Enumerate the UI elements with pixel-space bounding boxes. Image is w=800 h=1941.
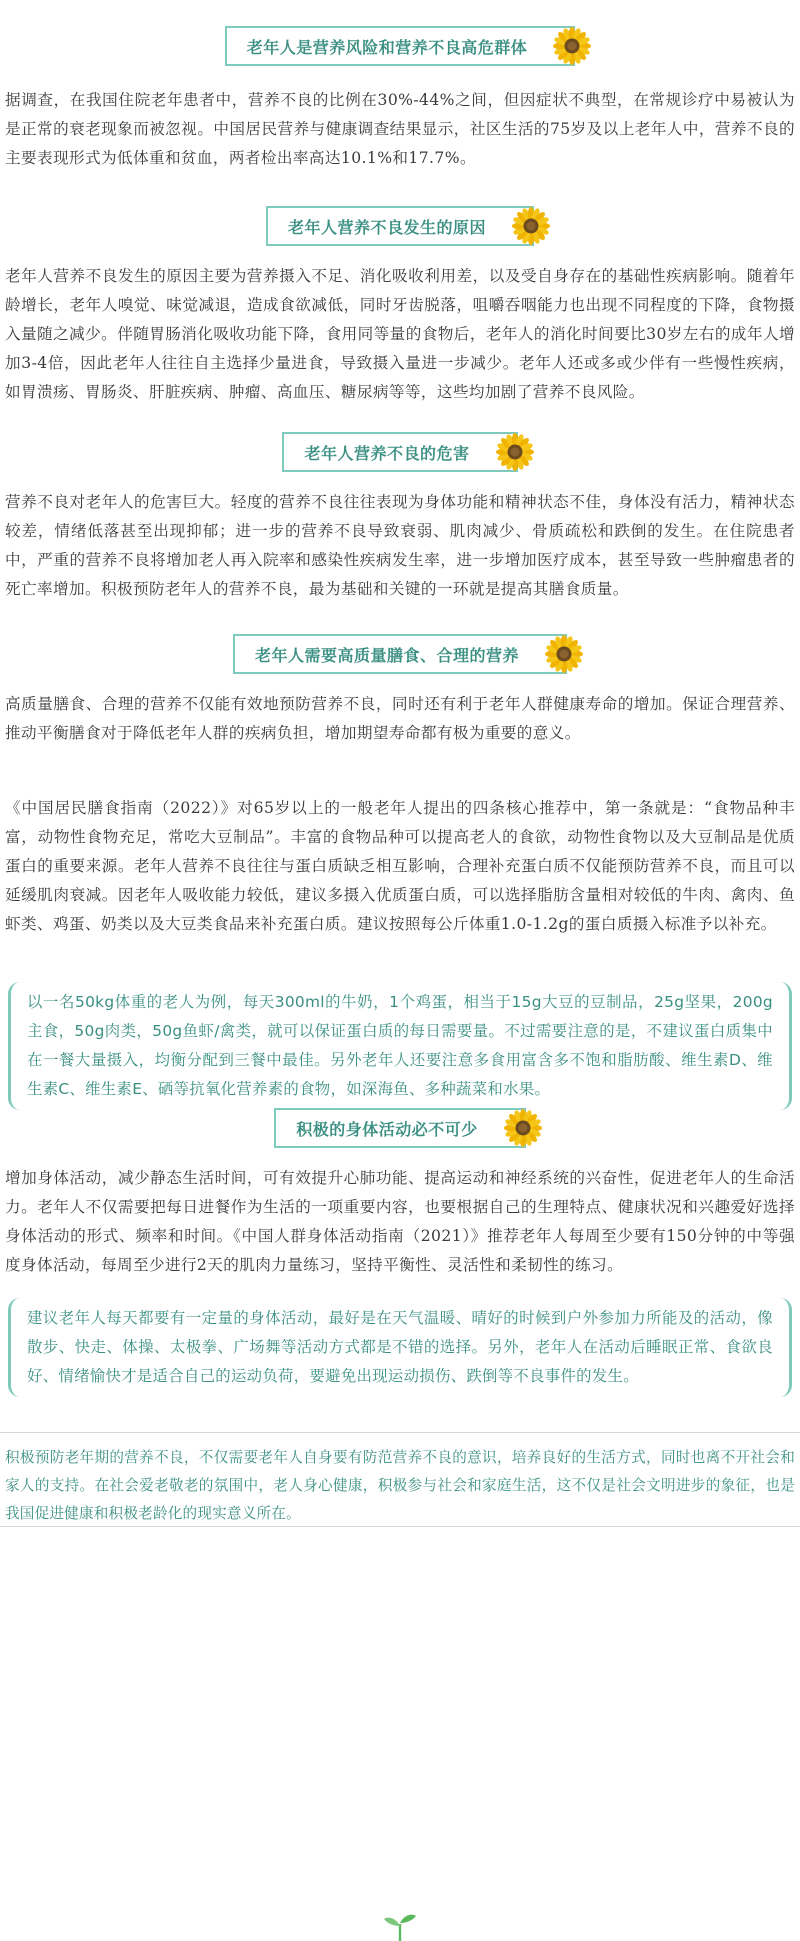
paragraph-causes: 老年人营养不良发生的原因主要为营养摄入不足、消化吸收利用差，以及受自身存在的基础性疾病影响。随着年龄增长，老年人嗅觉、味觉减退，造成食欲减低，同时牙齿脱落，咀嚼吞咽能力也出现不同程度的下降，食物摄入量随之减少。伴随胃肠消化吸收功能下降，食用同等量的食物后，老年人的消化时间要比30岁左右的成年人增加3-4倍，因此老年人往往自主选择少量进食，导致摄入量进一步减少。老年人还或多或少伴有一些慢性疾病，如胃溃疡、胃肠炎、肝脏疾病、肿瘤、高血压、糖尿病等等，这些均加剧了营养不良风险。 (5, 267, 795, 401)
closing-paragraph: 积极预防老年期的营养不良，不仅需要老年人自身要有防范营养不良的意识，培养良好的生活方式，同时也离不开社会和家人的支持。在社会爱老敬老的氛围中，老人身心健康，积极参与社会和家庭生活，这不仅是社会文明进步的象征，也是我国促进健康和积极老龄化的现实意义所在。 (5, 1449, 795, 1522)
section-heading-wrap (0, 432, 800, 472)
sprout-icon (380, 1910, 420, 1941)
section-heading-text: 老年人营养不良发生的原因 (287, 217, 486, 237)
section-heading-quality-diet (233, 634, 567, 674)
sunflower-icon (541, 631, 587, 677)
section-heading-causes (266, 206, 534, 246)
section-heading-harms (282, 432, 517, 472)
callout-activity-advice: 建议老年人每天都要有一定量的身体活动，最好是在天气温暖、晴好的时候到户外参加力所能及的活动，像散步、快走、体操、太极拳、广场舞等活动方式都是不错的选择。另外，老年人在活动后睡眠正常、食欲良好、情绪愉快才是适合自己的运动负荷，要避免出现运动损伤、跌倒等不良事件的发生。 (8, 1298, 792, 1397)
section-heading-text: 老年人是营养风险和营养不良高危群体 (246, 37, 528, 57)
section-heading-risk-group (225, 26, 576, 66)
callout-protein-example: 以一名50kg体重的老人为例，每天300ml的牛奶，1个鸡蛋，相当于15g大豆的豆制品，25g坚果，200g主食，50g肉类，50g鱼虾/禽类，就可以保证蛋白质的每日需要量。不过需要注意的是，不建议蛋白质集中在一餐大量摄入，均衡分配到三餐中最佳。另外老年人还要注意多食用富含多不饱和脂肪酸、维生素D、维生素C、维生素E、硒等抗氧化营养素的食物，如深海鱼、多种蔬菜和水果。 (8, 982, 792, 1110)
section-heading-wrap (0, 634, 800, 674)
paragraph-harms: 营养不良对老年人的危害巨大。轻度的营养不良往往表现为身体功能和精神状态不佳，身体没有活力，精神状态较差，情绪低落甚至出现抑郁；进一步的营养不良导致衰弱、肌肉减少、骨质疏松和跌倒的发生。在住院患者中，严重的营养不良将增加老人再入院率和感染性疾病发生率，进一步增加医疗成本，甚至导致一些肿瘤患者的死亡率增加。积极预防老年人的营养不良，最为基础和关键的一环就是提高其膳食质量。 (5, 493, 795, 598)
section-heading-text: 老年人需要高质量膳食、合理的营养 (254, 645, 519, 665)
section-heading-text: 积极的身体活动必不可少 (296, 1119, 478, 1139)
section-heading-physical-activity (274, 1108, 526, 1148)
divider (0, 1526, 800, 1527)
divider (0, 1432, 800, 1433)
section-heading-wrap (0, 206, 800, 246)
paragraph-physical-activity: 增加身体活动，减少静态生活时间，可有效提升心肺功能、提高运动和神经系统的兴奋性，促进老年人的生命活力。老年人不仅需要把每日进餐作为生活的一项重要内容，也要根据自己的生理特点、健康状况和兴趣爱好选择身体活动的形式、频率和时间。《中国人群身体活动指南（2021）》推荐老年人每周至少要有150分钟的中等强度身体活动，每周至少进行2天的肌肉力量练习，坚持平衡性、灵活性和柔韧性的练习。 (5, 1169, 795, 1274)
sunflower-icon (500, 1105, 546, 1151)
paragraph-risk-group: 据调查，在我国住院老年患者中，营养不良的比例在30%-44%之间，但因症状不典型，在常规诊疗中易被认为是正常的衰老现象而被忽视。中国居民营养与健康调查结果显示，社区生活的75岁及以上老年人中，营养不良的主要表现形式为低体重和贫血，两者检出率高达10.1%和17.7%。 (5, 91, 795, 167)
sunflower-icon (549, 23, 595, 69)
paragraph-dietary-guidelines: 《中国居民膳食指南（2022）》对65岁以上的一般老年人提出的四条核心推荐中，第一条就是：“食物品种丰富，动物性食物充足，常吃大豆制品”。丰富的食物品种可以提高老人的食欲，动物性食物以及大豆制品是优质蛋白的重要来源。老年人营养不良往往与蛋白质缺乏相互影响，合理补充蛋白质不仅能预防营养不良，而且可以延缓肌肉衰减。因老年人吸收能力较低，建议多摄入优质蛋白质，可以选择脂肪含量相对较低的牛肉、禽肉、鱼虾类、鸡蛋、奶类以及大豆类食品来补充蛋白质。建议按照每公斤体重1.0-1.2g的蛋白质摄入标准予以补充。 (5, 799, 795, 933)
sunflower-icon (492, 429, 538, 475)
section-heading-wrap (0, 26, 800, 66)
sunflower-icon (508, 203, 554, 249)
section-heading-text: 老年人营养不良的危害 (304, 443, 470, 463)
section-heading-wrap (0, 1108, 800, 1148)
paragraph-quality-diet: 高质量膳食、合理的营养不仅能有效地预防营养不良，同时还有利于老年人群健康寿命的增加。保证合理营养、推动平衡膳食对于降低老年人群的疾病负担，增加期望寿命都有极为重要的意义。 (5, 695, 795, 742)
